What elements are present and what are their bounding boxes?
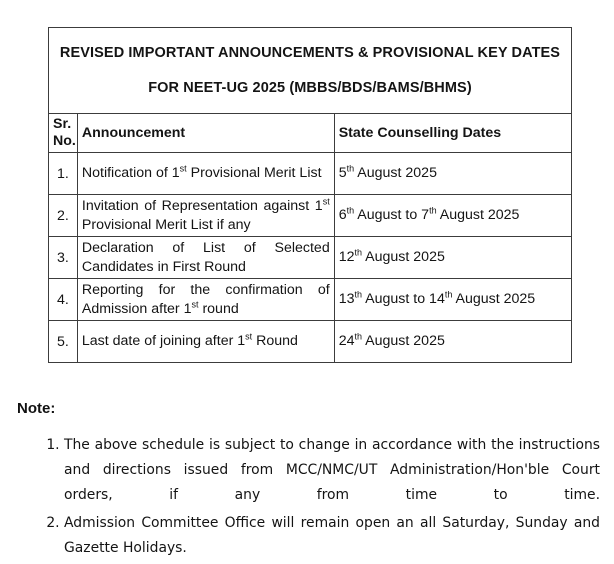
note-item: 2. Admission Committee Office will remain open an all Saturday, Sunday and Gazette Holidays. (64, 511, 600, 561)
row-date: 12th August 2025 (334, 237, 571, 279)
row-number: 2. (49, 195, 78, 237)
row-announcement: Reporting for the confirmation of Admission after 1st round (77, 279, 334, 321)
table-title (49, 28, 572, 114)
row-number: 1. (49, 153, 78, 195)
row-number: 4. (49, 279, 78, 321)
row-date: 24th August 2025 (334, 321, 571, 363)
row-announcement: Notification of 1st Provisional Merit List (77, 153, 334, 195)
table-row (49, 237, 572, 279)
table-title-line-1: REVISED IMPORTANT ANNOUNCEMENTS & PROVISIONAL KEY DATES (59, 44, 561, 61)
table-row (49, 321, 572, 363)
row-date: 13th August to 14th August 2025 (334, 279, 571, 321)
row-announcement: Declaration of List of Selected Candidates in First Round (77, 237, 334, 279)
note-list (40, 433, 600, 564)
schedule-table (48, 27, 572, 363)
document (48, 27, 572, 363)
row-date: 6th August to 7th August 2025 (334, 195, 571, 237)
note-heading: Note: (17, 400, 56, 417)
table-row (49, 153, 572, 195)
column-header-announcement: Announcement (77, 114, 334, 153)
table-title-line-2: FOR NEET-UG 2025 (MBBS/BDS/BAMS/BHMS) (148, 79, 472, 96)
row-announcement: Last date of joining after 1st Round (77, 321, 334, 363)
column-header-dates: State Counselling Dates (334, 114, 571, 153)
row-number: 5. (49, 321, 78, 363)
row-announcement: Invitation of Representation against 1st Provisional Merit List if any (77, 195, 334, 237)
note-item: 1. The above schedule is subject to change in accordance with the instructions and directions issued from MCC/NMC/UT Administration/Hon'ble Court orders, if any from time to time. (64, 433, 600, 508)
table-row (49, 279, 572, 321)
table-row (49, 195, 572, 237)
column-header-row (49, 114, 572, 153)
column-header-sr-no: Sr. No. (49, 114, 78, 153)
row-date: 5th August 2025 (334, 153, 571, 195)
row-number: 3. (49, 237, 78, 279)
